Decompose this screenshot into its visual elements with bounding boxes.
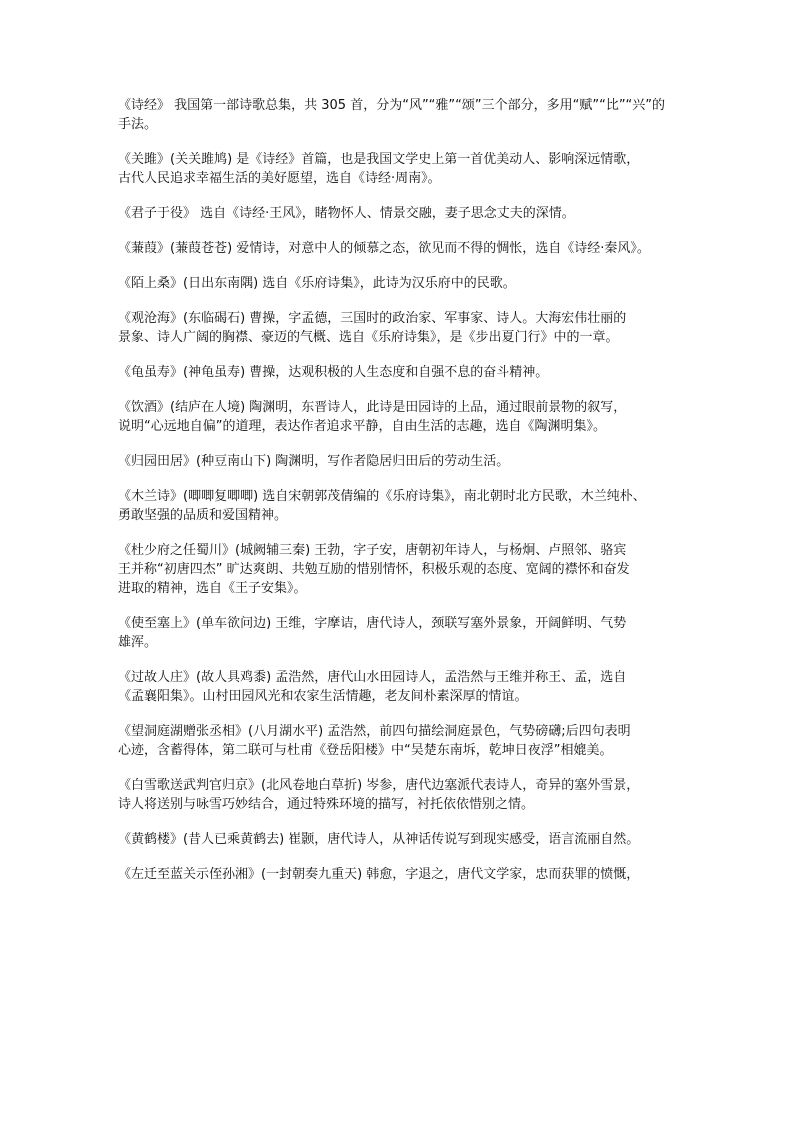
entry-line: 《蒹葭》(蒹葭苍苍) 爱情诗，对意中人的倾慕之态，欲见而不得的惆怅，选自《诗经·秦风》。 (118, 241, 650, 256)
entry-guoguren (118, 668, 686, 706)
entry-line: 《左迁至蓝关示侄孙湘》(一封朝奏九重天) 韩愈，字退之，唐代文学家，忠而获罪的愤慨， (118, 867, 640, 882)
entry-line: 雄浑。 (118, 635, 158, 650)
entry-line: 《陌上桑》(日出东南隅) 选自《乐府诗集》，此诗为汉乐府中的民歌。 (118, 276, 516, 291)
entry-guisuishou (118, 363, 686, 382)
entry-yinjiu (118, 398, 686, 436)
entry-line: 王并称“初唐四杰” 旷达爽朗、共勉互励的惜别情怀，积极乐观的态度、宽阔的襟怀和奋发 (118, 562, 630, 577)
entry-jianjia (118, 239, 686, 258)
entry-line: 《观沧海》(东临碣石) 曹操，字孟德，三国时的政治家、军事家、诗人。大海宏伟壮丽的 (118, 311, 627, 326)
entry-zuoqian (118, 865, 686, 884)
entry-junziyuyi (118, 204, 686, 223)
entry-line: 《黄鹤楼》(昔人已乘黄鹤去) 崔颢，唐代诗人，从神话传说写到现实感受，语言流丽自然。 (118, 832, 640, 847)
entry-line: 《杜少府之任蜀川》(城阙辅三秦) 王勃，字子安，唐朝初年诗人，与杨炯、卢照邻、骆宾 (118, 543, 627, 558)
entry-line: 《龟虽寿》(神龟虽寿) 曹操，达观积极的人生态度和自强不息的奋斗精神。 (118, 365, 549, 380)
entry-line: 《白雪歌送武判官归京》(北风卷地白草折) 岑参，唐代边塞派代表诗人，奇异的塞外雪景， (118, 778, 640, 793)
entry-line: 心迹，含蓄得体，第二联可与杜甫《登岳阳楼》中“吴楚东南坼，乾坤日夜浮”相媲美。 (118, 743, 613, 758)
entry-dushaofu (118, 541, 686, 598)
entry-baixuege (118, 776, 686, 814)
entry-moshangsang (118, 274, 686, 293)
entry-line: 《君子于役》 选自《诗经·王风》，睹物怀人、情景交融，妻子思念丈夫的深情。 (118, 206, 575, 221)
entry-line: 《诗经》 我国第一部诗歌总集，共 305 首，分为“风”“雅”“颂”三个部分，多用“赋”“比”“兴”的 (118, 98, 666, 113)
entry-line: 古代人民追求幸福生活的美好愿望，选自《诗经·周南》。 (118, 171, 441, 186)
entry-line: 《孟襄阳集》。山村田园风光和农家生活情趣，老友间朴素深厚的情谊。 (118, 689, 528, 704)
entry-line: 进取的精神，选自《王子安集》。 (118, 581, 307, 596)
entry-line: 诗人将送别与咏雪巧妙结合，通过特殊环境的描写，衬托依依惜别之情。 (118, 797, 535, 812)
entry-line: 说明“心远地自偏”的道理，表达作者追求平静，自由生活的志趣，选自《陶渊明集》。 (118, 419, 606, 434)
entry-guanju (118, 150, 686, 188)
entry-line: 《关雎》(关关雎鸠) 是《诗经》首篇，也是我国文学史上第一首优美动人、影响深远情歌， (118, 152, 640, 167)
entry-line: 《望洞庭湖赠张丞相》(八月湖水平) 孟浩然，前四句描绘洞庭景色，气势磅礴;后四句表明 (118, 724, 631, 739)
entry-line: 《饮酒》(结庐在人境) 陶渊明，东晋诗人，此诗是田园诗的上品，通过眼前景物的叙写， (118, 400, 627, 415)
entry-shizhisaishang (118, 614, 686, 652)
document-content (118, 96, 686, 900)
entry-line: 《归园田居》(种豆南山下) 陶渊明，写作者隐居归田后的劳动生活。 (118, 454, 510, 469)
entry-line: 手法。 (118, 117, 158, 132)
entry-line: 勇敢坚强的品质和爱国精神。 (118, 508, 288, 523)
entry-line: 《使至塞上》(单车欲问边) 王维，字摩诘，唐代诗人，颈联写塞外景象，开阔鲜明、气势 (118, 616, 627, 631)
entry-wangdongtinghu (118, 722, 686, 760)
entry-line: 《过故人庄》(故人具鸡黍) 孟浩然，唐代山水田园诗人，孟浩然与王维并称王、孟，选自 (118, 670, 627, 685)
entry-shijing (118, 96, 686, 134)
entry-guiyuantianju (118, 452, 686, 471)
entry-line: 《木兰诗》(唧唧复唧唧) 选自宋朝郭茂倩编的《乐府诗集》，南北朝时北方民歌，木兰纯朴、 (118, 489, 646, 504)
entry-mulanshi (118, 487, 686, 525)
entry-line: 景象、诗人广阔的胸襟、豪迈的气概、选自《乐府诗集》，是《步出夏门行》中的一章。 (118, 330, 619, 345)
entry-guancanghai (118, 309, 686, 347)
entry-huanghelou (118, 830, 686, 849)
